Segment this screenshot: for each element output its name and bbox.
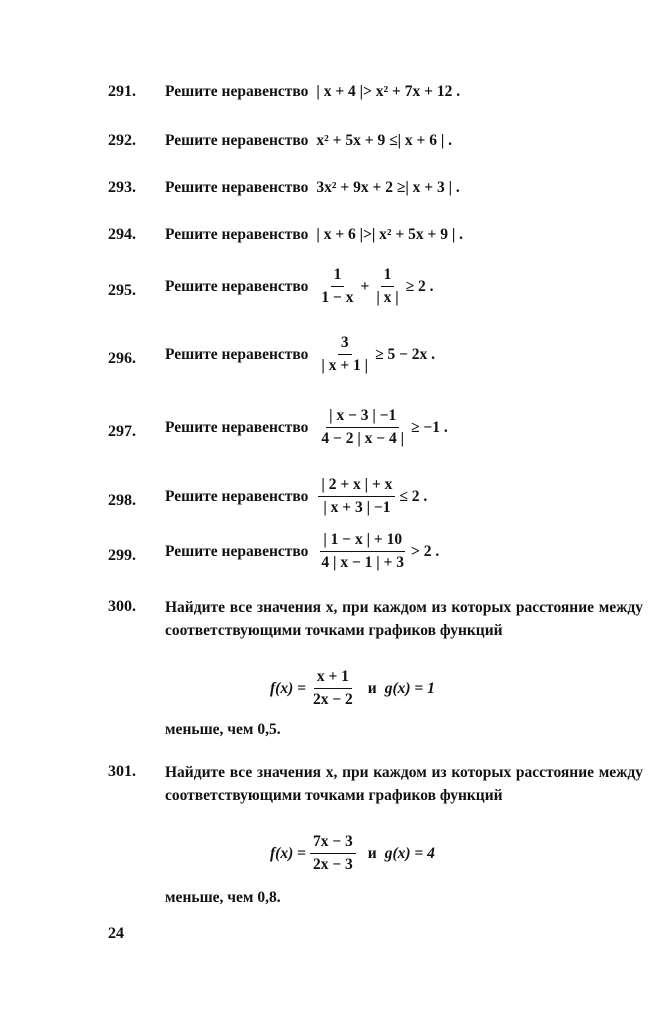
problem-text: Найдите все значения x, при каждом из которых расстояние между соответствующими точками графиков функций <box>165 764 643 804</box>
denominator: 4 | x − 1 | + 3 <box>321 554 405 571</box>
fraction <box>318 407 407 448</box>
problem-number: 296. <box>108 350 136 367</box>
formula <box>270 668 435 709</box>
inequality-rhs: ≥ 5 − 2x . <box>375 345 436 363</box>
problem-number: 298. <box>108 492 136 509</box>
problem-prompt: Решите неравенство <box>165 542 309 560</box>
problem-text: Найдите все значения x, при каждом из которых расстояние между соответствующими точками графиков функций <box>165 599 643 639</box>
problem-prompt: Решите неравенство <box>165 83 309 100</box>
denominator: | x + 1 | <box>321 357 369 374</box>
denominator: 1 − x <box>321 289 354 306</box>
denominator: 4 − 2 | x − 4 | <box>321 430 405 447</box>
numerator: 3 <box>338 334 352 355</box>
conjunction: и <box>367 679 377 697</box>
page-number: 24 <box>108 925 124 942</box>
problem-prompt: Решите неравенство <box>165 226 309 243</box>
inequality-rhs: ≤ 2 . <box>399 487 428 505</box>
problem-number: 294. <box>108 226 136 243</box>
problem-number: 293. <box>108 179 136 196</box>
f-lhs: f(x) = <box>270 679 306 697</box>
problem-number: 300. <box>108 598 136 615</box>
numerator: 1 <box>381 266 395 287</box>
problem-prompt: Решите неравенство <box>165 132 309 149</box>
fraction <box>310 833 356 874</box>
problem-number: 301. <box>108 763 136 780</box>
problem-number: 297. <box>108 423 136 440</box>
denominator: | x + 3 | −1 <box>323 499 391 516</box>
denominator: 2x − 2 <box>312 691 353 708</box>
f-lhs: f(x) = <box>270 844 306 862</box>
problem-prompt: Решите неравенство <box>165 277 309 295</box>
problem-tail: меньше, чем 0,8. <box>165 889 281 906</box>
fraction <box>318 266 356 307</box>
numerator: 1 <box>331 266 345 287</box>
fraction <box>373 266 401 307</box>
numerator: | 2 + x | + x <box>318 476 395 497</box>
inequality: | x + 6 |>| x² + 5x + 9 | . <box>316 226 464 243</box>
fraction <box>318 334 371 375</box>
formula <box>270 833 435 874</box>
operator: + <box>360 277 370 295</box>
inequality: x² + 5x + 9 ≤| x + 6 | . <box>316 132 453 149</box>
problem-number: 292. <box>108 132 136 149</box>
problem-prompt: Решите неравенство <box>165 345 309 363</box>
inequality-rhs: ≥ 2 . <box>405 277 434 295</box>
numerator: | x − 3 | −1 <box>326 407 399 428</box>
inequality-rhs: > 2 . <box>411 542 440 560</box>
conjunction: и <box>367 844 377 862</box>
inequality: | x + 4 |> x² + 7x + 12 . <box>316 83 461 100</box>
inequality-rhs: ≥ −1 . <box>411 418 448 436</box>
g-definition: g(x) = 1 <box>384 679 435 697</box>
numerator: | 1 − x | + 10 <box>320 531 405 552</box>
fraction <box>318 531 407 572</box>
problem-prompt: Решите неравенство <box>165 418 309 436</box>
problem-tail: меньше, чем 0,5. <box>165 721 281 738</box>
denominator: | x | <box>376 289 399 306</box>
fraction <box>318 476 395 517</box>
numerator: x + 1 <box>314 668 352 689</box>
problem-prompt: Решите неравенство <box>165 179 309 196</box>
g-definition: g(x) = 4 <box>384 844 435 862</box>
problem-number: 291. <box>108 83 136 100</box>
numerator: 7x − 3 <box>310 833 356 854</box>
problem-number: 299. <box>108 547 136 564</box>
inequality: 3x² + 9x + 2 ≥| x + 3 | . <box>316 179 460 196</box>
denominator: 2x − 3 <box>312 856 353 873</box>
fraction <box>310 668 356 709</box>
problem-number: 295. <box>108 282 136 299</box>
problem-prompt: Решите неравенство <box>165 487 309 505</box>
